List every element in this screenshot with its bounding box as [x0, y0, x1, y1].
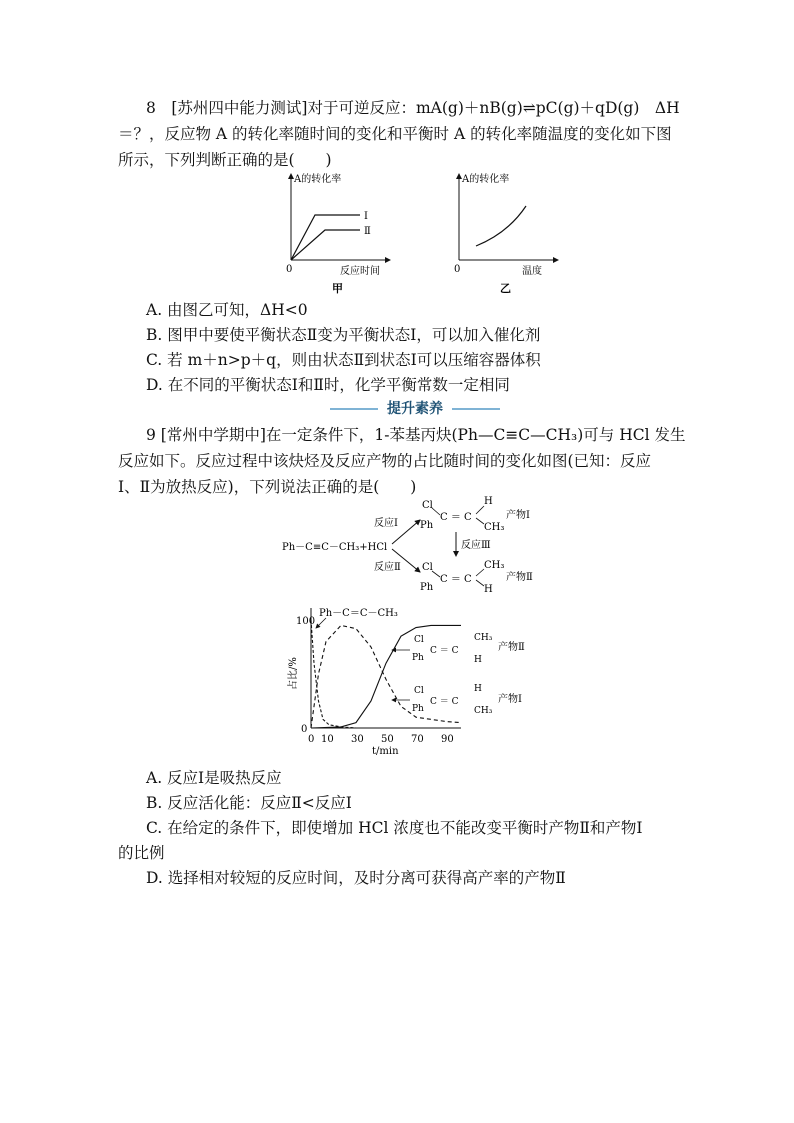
q9-xtick: 90	[441, 734, 454, 745]
yi-xlabel: 温度	[522, 266, 542, 277]
svg-text:Ph: Ph	[412, 653, 424, 663]
reaction-scheme	[280, 494, 560, 598]
q9-xtick: 50	[381, 734, 394, 745]
q8-line2: ＝？，反应物 A 的转化率随时间的变化和平衡时 A 的转化率随温度的变化如下图	[118, 125, 672, 143]
svg-text:H: H	[484, 584, 493, 595]
jia-ylabel: A的转化率	[294, 174, 342, 185]
scheme-rxn2: 反应Ⅱ	[374, 562, 401, 573]
svg-text:C ＝ C: C ＝ C	[440, 512, 472, 523]
yi-origin: 0	[454, 264, 461, 275]
jia-xlabel: 反应时间	[340, 266, 380, 277]
svg-text:CH₃: CH₃	[474, 706, 493, 716]
scheme-rxn1: 反应Ⅰ	[374, 518, 398, 529]
q8-option-b: B. 图甲中要使平衡状态Ⅱ变为平衡状态Ⅰ，可以加入催化剂	[146, 326, 541, 344]
q9-option-a: A. 反应Ⅰ是吸热反应	[146, 769, 282, 787]
q9-alkyne-label: Ph－C＝C－CH₃	[319, 608, 398, 619]
q9-series-alkyne	[311, 620, 461, 728]
section-divider	[330, 398, 500, 418]
svg-text:C ＝ C: C ＝ C	[430, 646, 459, 656]
scheme-product1: 产物Ⅰ	[506, 510, 530, 521]
q9-option-d: D. 选择相对较短的反应时间，及时分离可获得高产率的产物Ⅱ	[146, 869, 566, 887]
yi-caption: 乙	[500, 282, 511, 295]
scheme-rxn3: 反应Ⅲ	[461, 540, 491, 551]
q9-xtick: 30	[351, 734, 364, 745]
yi-curve	[476, 206, 526, 246]
q9-ytick-0: 0	[301, 724, 308, 735]
svg-text:H: H	[474, 684, 482, 694]
q9-option-c: C. 在给定的条件下，即使增加 HCl 浓度也不能改变平衡时产物Ⅱ和产物Ⅰ	[146, 819, 643, 837]
svg-text:Ph: Ph	[412, 704, 424, 714]
yi-ylabel: A的转化率	[462, 174, 510, 185]
svg-text:Cl: Cl	[422, 562, 433, 573]
svg-text:Cl: Cl	[414, 635, 424, 645]
svg-text:Cl: Cl	[414, 686, 424, 696]
q9-line3: Ⅰ、Ⅱ为放热反应)，下列说法正确的是( )	[118, 478, 417, 496]
q9-xtick: 70	[411, 734, 424, 745]
q9-option-b: B. 反应活化能：反应Ⅱ<反应Ⅰ	[146, 794, 352, 812]
product2-structure	[420, 560, 504, 595]
q9-xlabel: t/min	[372, 746, 399, 757]
jia-caption: 甲	[332, 282, 343, 295]
svg-text:Ph: Ph	[420, 582, 434, 593]
q9-product2-structure	[412, 633, 493, 665]
chart-jia	[280, 168, 400, 298]
q9-xtick: 0	[308, 734, 315, 745]
section-title: 提升素养	[387, 401, 443, 417]
svg-text:H: H	[474, 655, 482, 665]
q9-option-c-cont: 的比例	[118, 844, 165, 862]
svg-text:CH₃: CH₃	[484, 560, 505, 571]
jia-label-1: Ⅰ	[364, 211, 368, 222]
q9-xtick: 10	[321, 734, 334, 745]
q9-ylabel: 占比/%	[288, 657, 299, 690]
q9-ytick-100: 100	[296, 616, 316, 627]
svg-text:H: H	[484, 496, 493, 507]
svg-text:Cl: Cl	[422, 500, 433, 511]
q9-line1: 9 [常州中学期中]在一定条件下，1-苯基丙炔(Ph—C≡C—CH₃)可与 HCl 发生	[146, 426, 686, 444]
q9-line2: 反应如下。反应过程中该炔烃及反应产物的占比随时间的变化如图(已知：反应	[118, 452, 652, 470]
jia-origin: 0	[286, 264, 293, 275]
jia-curve-2	[291, 230, 360, 260]
jia-label-2: Ⅱ	[364, 226, 371, 237]
jia-curve-1	[291, 215, 360, 260]
q8-option-d: D. 在不同的平衡状态Ⅰ和Ⅱ时，化学平衡常数一定相同	[146, 376, 510, 394]
q9-product2-label: 产物Ⅱ	[498, 642, 525, 653]
q9-chart	[286, 600, 546, 760]
q8-option-c: C. 若 m＋n>p＋q，则由状态Ⅱ到状态Ⅰ可以压缩容器体积	[146, 351, 541, 369]
svg-text:C ＝ C: C ＝ C	[430, 697, 459, 707]
scheme-product2: 产物Ⅱ	[506, 572, 533, 583]
q8-option-a: A. 由图乙可知，ΔH<0	[146, 301, 308, 319]
q9-product1-label: 产物Ⅰ	[498, 694, 522, 705]
q9-product1-structure	[412, 684, 493, 716]
q9-series-product1	[311, 625, 461, 728]
svg-text:Ph: Ph	[420, 520, 434, 531]
product1-structure	[420, 496, 504, 533]
chart-yi	[448, 168, 568, 298]
scheme-reactant: Ph－C≡C－CH₃+HCl	[282, 542, 388, 553]
q9-series-product2	[311, 625, 461, 728]
q8-line3: 所示，下列判断正确的是( )	[118, 151, 332, 169]
svg-text:CH₃: CH₃	[474, 633, 493, 643]
q8-line1: 8 [苏州四中能力测试]对于可逆反应：mA(g)＋nB(g)⇌pC(g)＋qD(g) ΔH	[146, 99, 680, 117]
svg-text:C ＝ C: C ＝ C	[440, 574, 472, 585]
svg-text:CH₃: CH₃	[484, 522, 505, 533]
